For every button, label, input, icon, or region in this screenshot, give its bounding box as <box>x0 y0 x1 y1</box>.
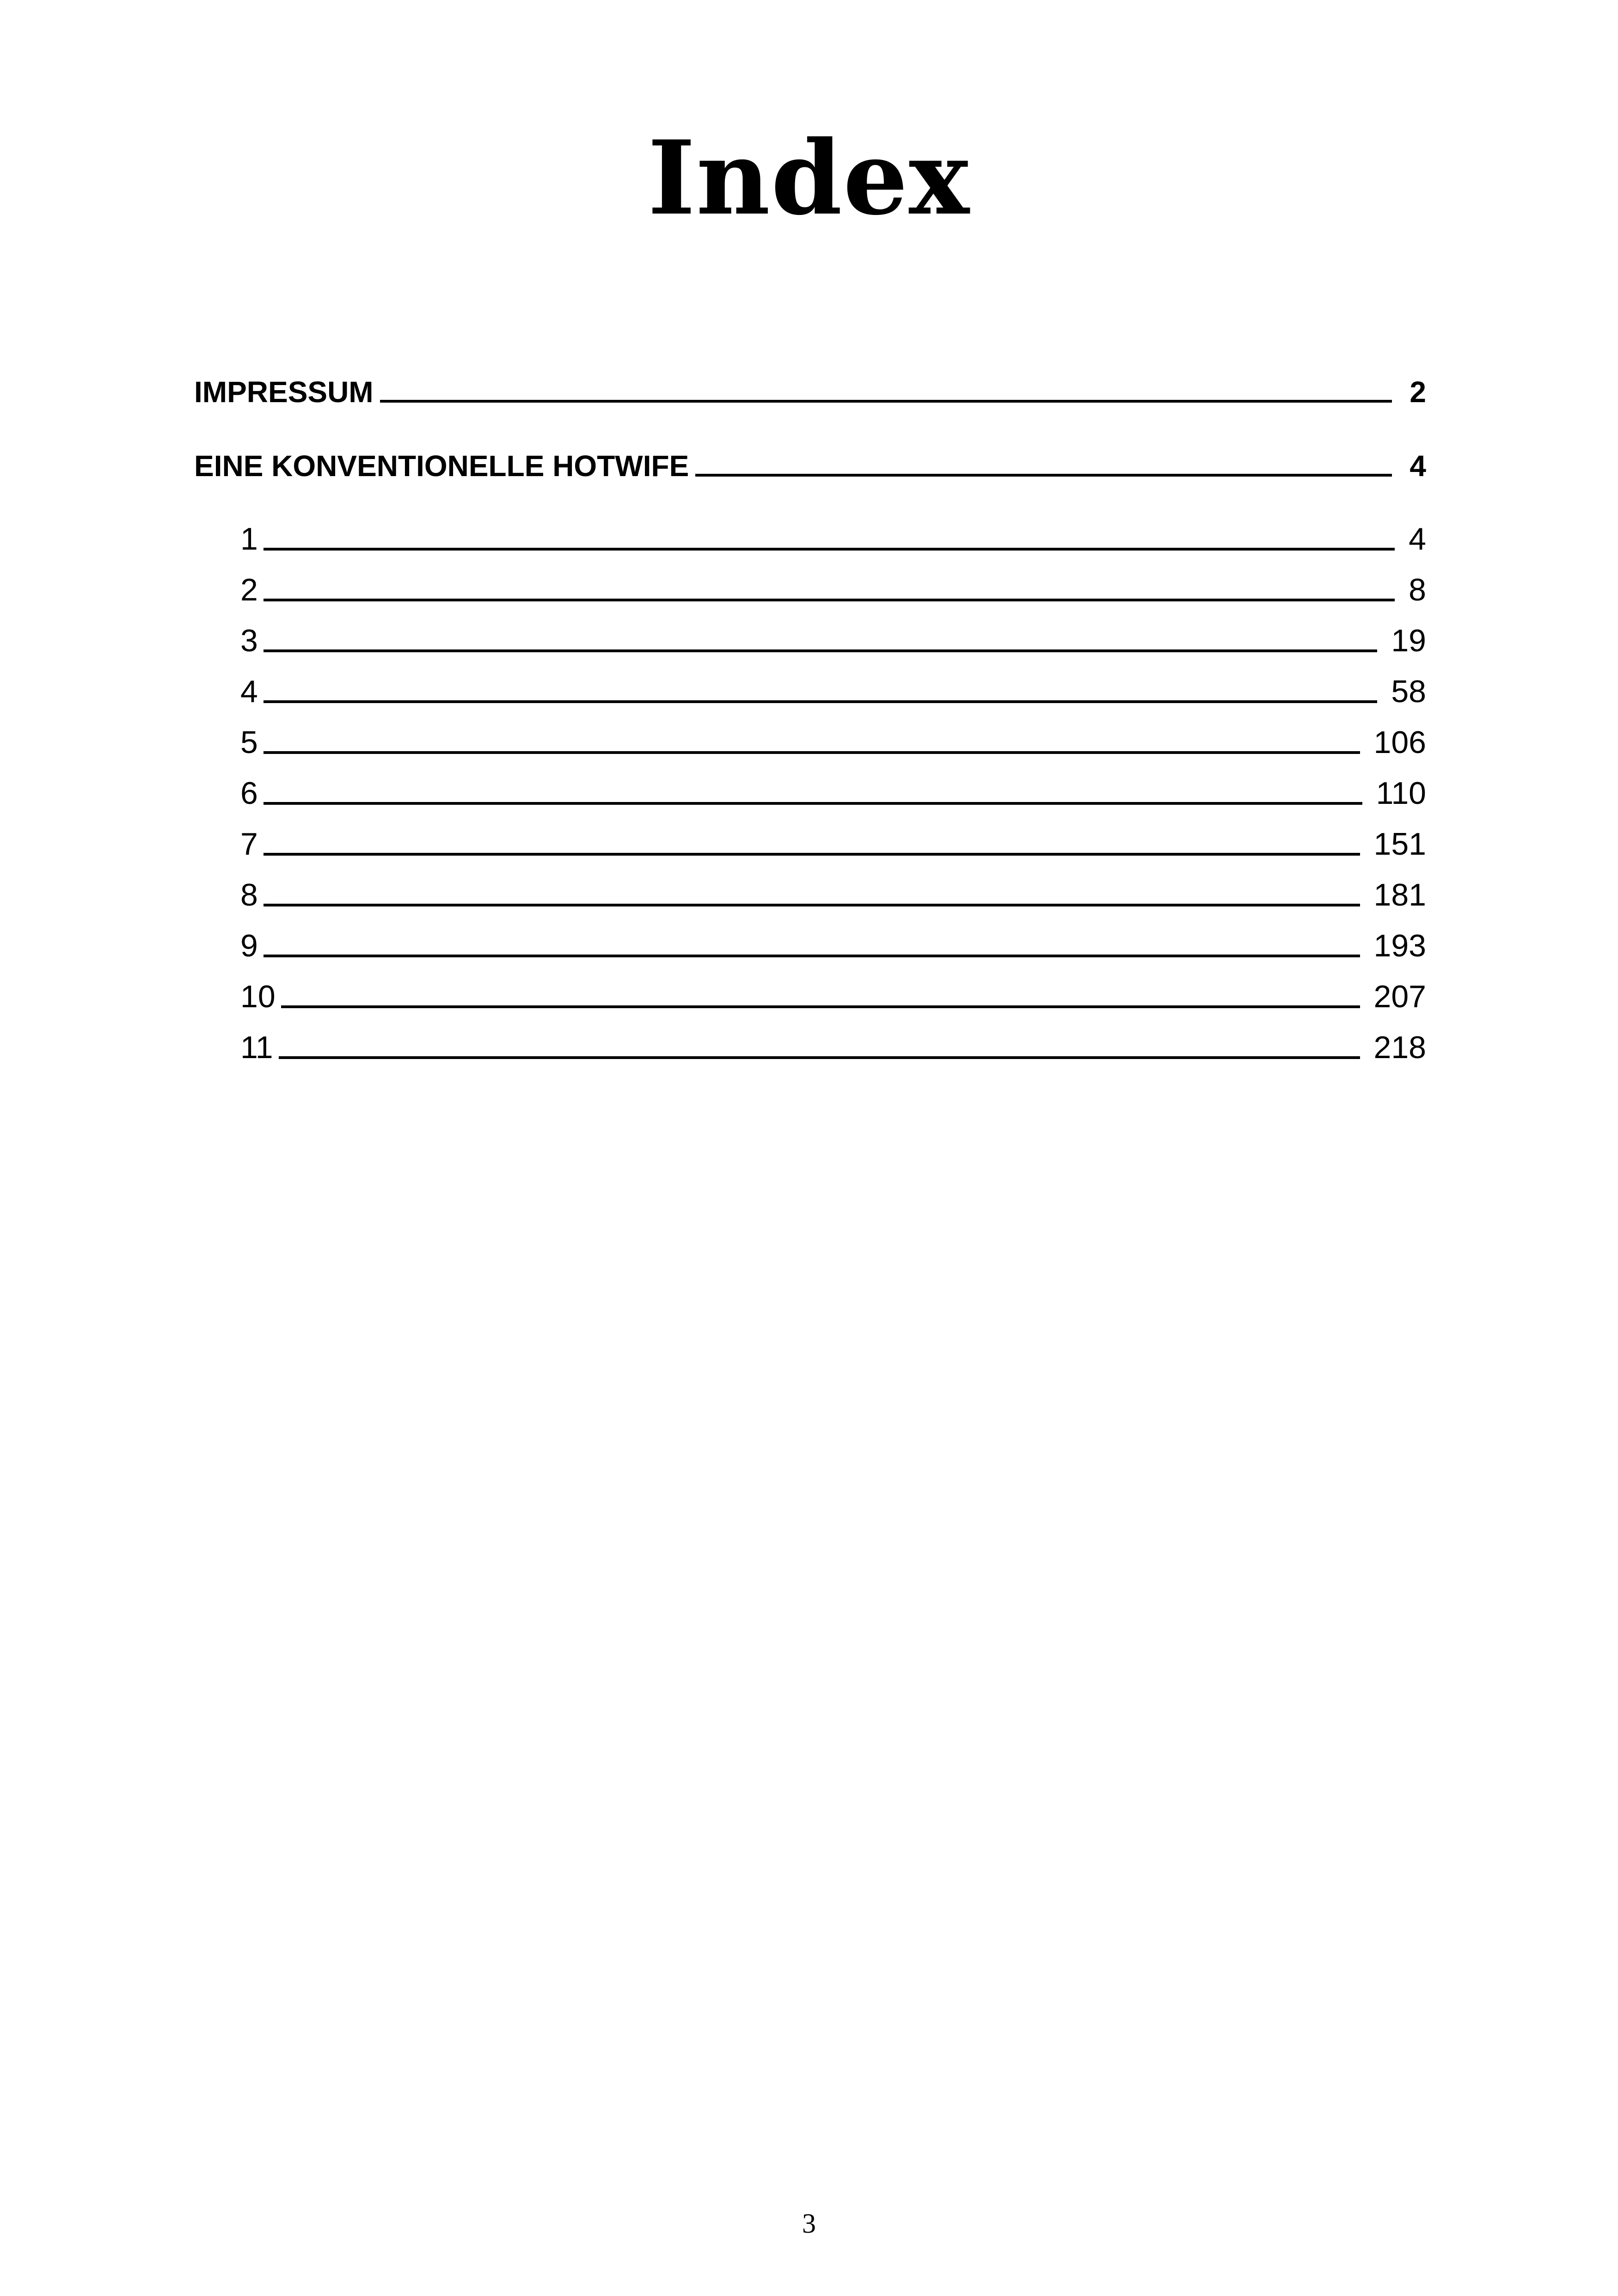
toc-chapter-page: 193 <box>1373 928 1426 963</box>
toc-chapter-1[interactable] <box>240 515 1426 557</box>
toc-chapter-label: 9 <box>240 928 258 963</box>
toc-chapter-page: 151 <box>1373 827 1426 862</box>
toc-chapter-page: 218 <box>1373 1030 1426 1065</box>
toc-leader-line <box>264 904 1360 906</box>
toc-chapter-page: 58 <box>1391 674 1426 709</box>
toc-entry-page: 4 <box>1410 449 1426 483</box>
toc-entry-label: EINE KONVENTIONELLE HOTWIFE <box>194 449 689 483</box>
toc-leader-line <box>264 751 1360 754</box>
toc-chapter-page: 181 <box>1373 877 1426 912</box>
toc-leader-line <box>264 599 1395 601</box>
toc-chapter-label: 6 <box>240 776 258 811</box>
toc-chapter-label: 7 <box>240 827 258 862</box>
toc-chapter-label: 1 <box>240 521 258 557</box>
toc-leader-line <box>264 649 1378 652</box>
toc-leader-line <box>281 1005 1360 1008</box>
toc-entry-impressum[interactable] <box>194 367 1426 409</box>
toc-leader-line <box>264 700 1378 703</box>
toc-chapter-label: 8 <box>240 877 258 912</box>
toc-leader-line <box>380 400 1392 403</box>
page-title: Index <box>648 118 970 238</box>
toc-chapter-3[interactable] <box>240 617 1426 659</box>
toc-leader-line <box>264 802 1362 805</box>
toc-chapter-5[interactable] <box>240 719 1426 760</box>
toc-chapter-label: 11 <box>240 1030 273 1065</box>
toc-chapter-page: 207 <box>1373 979 1426 1014</box>
toc-chapter-7[interactable] <box>240 820 1426 862</box>
toc-entry-label: IMPRESSUM <box>194 375 374 409</box>
page-number: 3 <box>802 2208 816 2239</box>
toc-chapter-label: 5 <box>240 725 258 760</box>
toc-leader-line <box>264 548 1395 551</box>
toc-chapter-9[interactable] <box>240 922 1426 964</box>
toc-leader-line <box>279 1056 1360 1059</box>
toc-leader-line <box>264 955 1360 957</box>
toc-chapter-4[interactable] <box>240 668 1426 710</box>
toc-chapter-10[interactable] <box>240 973 1426 1015</box>
toc-chapter-page: 19 <box>1391 623 1426 658</box>
toc-leader-line <box>695 474 1392 477</box>
toc-chapter-page: 4 <box>1409 521 1426 557</box>
toc-entry-eine-konventionelle-hotwife[interactable] <box>194 441 1426 483</box>
toc-entry-page: 2 <box>1410 375 1426 409</box>
toc-chapter-8[interactable] <box>240 871 1426 913</box>
toc-chapter-page: 8 <box>1409 572 1426 607</box>
toc-chapter-label: 2 <box>240 572 258 607</box>
toc-chapter-page: 106 <box>1373 725 1426 760</box>
toc-chapter-label: 4 <box>240 674 258 709</box>
toc-chapter-page: 110 <box>1376 776 1426 811</box>
toc-leader-line <box>264 853 1360 856</box>
toc-chapter-label: 10 <box>240 979 276 1014</box>
toc-chapter-6[interactable] <box>240 770 1426 811</box>
toc-chapter-label: 3 <box>240 623 258 658</box>
toc-chapter-2[interactable] <box>240 566 1426 608</box>
toc-chapter-11[interactable] <box>240 1024 1426 1065</box>
